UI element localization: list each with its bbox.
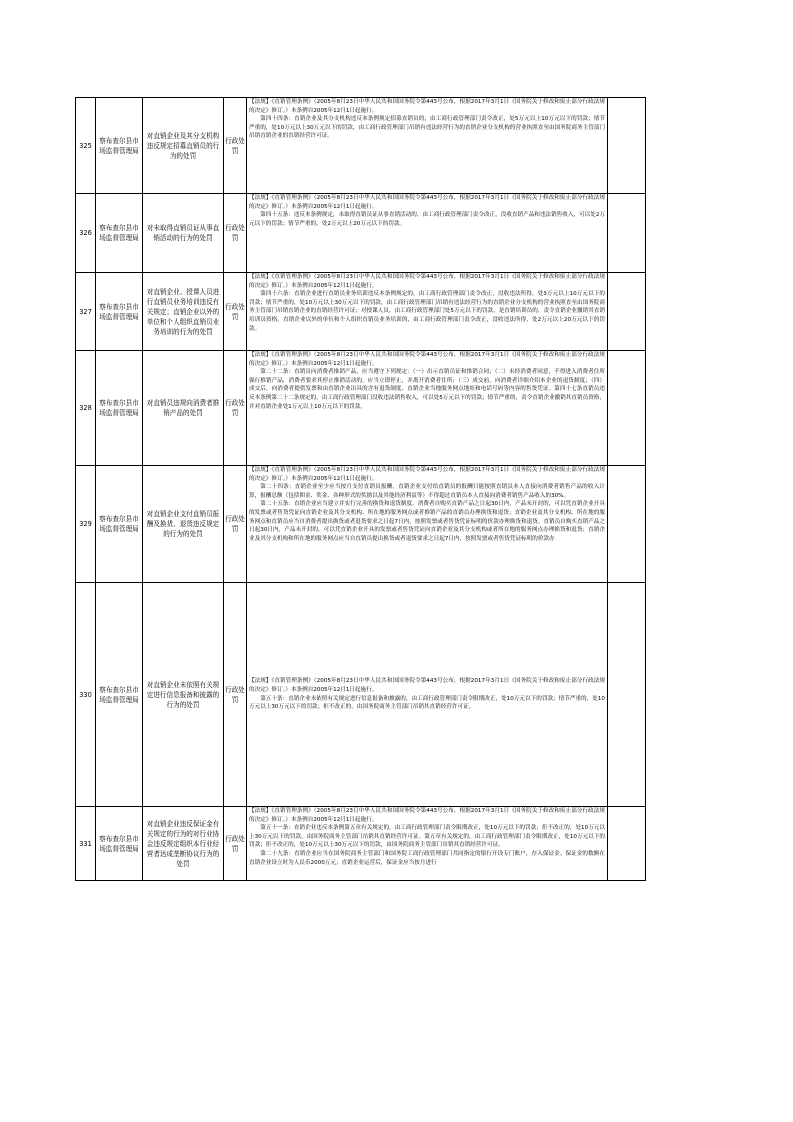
- legal-clause: 第二十五条：直销企业应当建立并实行完善的换货和退货制度。消费者自购买直销产品之日起30日内，产品未开封的，可以凭直销企业开具的发票或者售货凭证向直销企业及其分支机构、所在地的服务网点或者推销产品的直销员办理换货和退货；直销企业及其分支机构、所在地的服务网点和直销员应当自消费者提出换货或者退货要求之日起7日内，按照发票或者售货凭证标明的价款办理换货和退货。直销员自购买直销产品之日起30日内，产品未开封的，可以凭直销企业开具的发票或者售货凭证向直销企业及其分支机构或者所在地的服务网点办理换货和退货；直销企业及其分支机构和所在地的服务网点应当自直销员提出换货或者退货要求之日起7日内，按照发票或者售货凭证标明的价款办: [249, 501, 605, 542]
- penalty-item-name: 对直销企业支付直销员报酬及换货、退货违反规定的行为的处罚: [143, 466, 224, 583]
- row-number: 325: [76, 98, 96, 194]
- row-number: 330: [76, 583, 96, 807]
- penalty-table: [75, 97, 646, 881]
- row-number: 329: [76, 466, 96, 583]
- legal-basis: [247, 466, 608, 583]
- legal-basis-text: [249, 351, 605, 411]
- legal-basis: [247, 583, 608, 807]
- legal-clause: 第二十四条：直销企业至少应当按月支付直销员报酬。直销企业支付给直销员的报酬只能按照直销员本人直接向消费者销售产品的收入计算，报酬总额（包括佣金、奖金、各种形式的奖励以及其他经济利益等）不得超过直销员本人直接向消费者销售产品收入的30%。: [249, 484, 605, 499]
- legal-basis: [247, 351, 608, 466]
- table-row: [76, 583, 646, 807]
- legal-clause: 【法规】《直销管理条例》（2005年8月23日中华人民共和国国务院令第443号公布，根据2017年3月1日《国务院关于修改和废止部分行政法规的决定》修订。）本条例自2005年12月1日起施行。: [249, 274, 605, 289]
- legal-clause: 第四十六条：直销企业进行直销员业务培训违反本条例规定的，由工商行政管理部门责令改正，没收违法所得，处3万元以上10万元以下的罚款；情节严重的，处10万元以上30万元以下的罚款，由工商行政管理部门吊销有违法经营行为的直销企业分支机构的营业执照直至由国务院商务主管部门吊销直销企业的直销经营许可证；对授课人员，由工商行政管理部门处5万元以下的罚款，是直销培训员的，责令直销企业撤销其直销培训员资格。直销企业以外的单位和个人组织直销员业务培训的，由工商行政管理部门责令改正，没收违法所得，处2万元以上20万元以下的罚款。: [249, 291, 605, 332]
- penalty-item-name: 对直销员违规向消费者推销产品的处罚: [143, 351, 224, 466]
- table-row: [76, 351, 646, 466]
- enforcement-agency: 察布查尔县市场监督管理局: [96, 194, 143, 273]
- penalty-item-name: 对未取得直销员证从事直销活动的行为的处罚: [143, 194, 224, 273]
- row-number: 326: [76, 194, 96, 273]
- legal-clause: 【法规】《直销管理条例》（2005年8月23日中华人民共和国国务院令第443号公布，根据2017年3月1日《国务院关于修改和废止部分行政法规的决定》修订。）本条例自2005年12月1日起施行。: [249, 195, 605, 210]
- legal-clause: 【法规】《直销管理条例》（2005年8月23日中华人民共和国国务院令第443号公布，根据2017年3月1日《国务院关于修改和废止部分行政法规的决定》修订。）本条例自2005年12月1日起施行。: [249, 678, 605, 693]
- power-type: 行政处罚: [224, 807, 247, 881]
- penalty-item-name: 对直销企业、授课人员进行直销员业务培训违反有关规定；直销企业以外的单位和个人组织直销员业务培训的行为的处罚: [143, 273, 224, 351]
- table-row: [76, 807, 646, 881]
- table-row: [76, 273, 646, 351]
- penalty-item-name: 对直销企业及其分支机构违反规定招募直销员的行为的处罚: [143, 98, 224, 194]
- legal-basis-text: [249, 194, 605, 228]
- legal-basis: [247, 807, 608, 881]
- remarks-cell: [608, 807, 646, 881]
- penalty-item-name: 对直销企业未依照有关规定进行信息报备和披露的行为的处罚: [143, 583, 224, 807]
- table-row: [76, 194, 646, 273]
- remarks-cell: [608, 194, 646, 273]
- legal-basis-text: [249, 273, 605, 333]
- legal-basis: [247, 273, 608, 351]
- legal-clause: 【法规】《直销管理条例》（2005年8月23日中华人民共和国国务院令第443号公布，根据2017年3月1日《国务院关于修改和废止部分行政法规的决定》修订。）本条例自2005年12月1日起施行。: [249, 352, 605, 367]
- legal-clause: 第二十二条：直销员向消费者推销产品，应当遵守下列规定：（一）出示直销员证和推销合同；（二）未经消费者同意，不得进入消费者住所强行推销产品，消费者要求其停止推销活动的，应当立即停止，并离开消费者住所；（三）成交前，向消费者详细介绍本企业的退货制度；（四）成交后，向消费者提供发票和由直销企业出具的含有退货制度、直销企业当地服务网点地址和电话号码等内容的售货凭证。第四十七条直销员违反本条例第二十二条规定的，由工商行政管理部门没收违法销售收入，可以处5万元以下的罚款；情节严重的，责令直销企业撤销其直销员资格，并对直销企业处1万元以上10万元以下的罚款。: [249, 369, 605, 410]
- remarks-cell: [608, 583, 646, 807]
- legal-clause: 第四十四条：直销企业及其分支机构违反本条例规定招募直销员的，由工商行政管理部门责令改正，处5万元以上10万元以下的罚款；情节严重的，处10万元以上30万元以下的罚款，由工商行政管理部门吊销有违法经营行为的直销企业分支机构的营业执照直至由国务院商务主管部门吊销直销企业的直销经营许可证。: [249, 116, 605, 140]
- power-type: 行政处罚: [224, 583, 247, 807]
- legal-clause: 【法规】《直销管理条例》（2005年8月23日中华人民共和国国务院令第443号公布，根据2017年3月1日《国务院关于修改和废止部分行政法规的决定》修订。）本条例自2005年12月1日起施行。: [249, 467, 605, 482]
- legal-clause: 【法规】《直销管理条例》（2005年8月23日中华人民共和国国务院令第443号公布，根据2017年3月1日《国务院关于修改和废止部分行政法规的决定》修订。）本条例自2005年12月1日起施行。: [249, 808, 605, 823]
- power-type: 行政处罚: [224, 273, 247, 351]
- enforcement-agency: 察布查尔县市场监督管理局: [96, 351, 143, 466]
- legal-clause: 第四十五条：违反本条例规定，未取得直销员证从事直销活动的，由工商行政管理部门责令改正，没收直销产品和违法销售收入，可以处2万元以下的罚款；情节严重的，处2万元以上20万元以下的罚款。: [249, 212, 605, 227]
- legal-basis-text: [249, 807, 605, 867]
- legal-basis: [247, 194, 608, 273]
- row-number: 328: [76, 351, 96, 466]
- remarks-cell: [608, 273, 646, 351]
- power-type: 行政处罚: [224, 466, 247, 583]
- enforcement-agency: 察布查尔县市场监督管理局: [96, 273, 143, 351]
- remarks-cell: [608, 98, 646, 194]
- row-number: 331: [76, 807, 96, 881]
- enforcement-agency: 察布查尔县市场监督管理局: [96, 466, 143, 583]
- legal-basis: [247, 98, 608, 194]
- remarks-cell: [608, 351, 646, 466]
- penalty-item-name: 对直销企业违反保证金有关规定的行为的对行业协会违反规定组织本行业经营者达成垄断协议行为的处罚: [143, 807, 224, 881]
- regulation-sheet: [75, 97, 633, 881]
- enforcement-agency: 察布查尔县市场监督管理局: [96, 98, 143, 194]
- legal-basis-text: [249, 677, 605, 711]
- legal-clause: 第二十九条：直销企业应当在国务院商务主管部门和国务院工商行政管理部门共同指定的银行开设专门账户，存入保证金。保证金的数额在直销企业设立时为人民币2000万元；直销企业运营后，保证金应当按月进行: [249, 850, 605, 866]
- power-type: 行政处罚: [224, 351, 247, 466]
- legal-clause: 第五十条：直销企业未依照有关规定进行信息报备和披露的，由工商行政管理部门责令限期改正，处10万元以下的罚款；情节严重的，处10万元以上30万元以下的罚款；拒不改正的，由国务院商务主管部门吊销其直销经营许可证。: [249, 695, 605, 711]
- power-type: 行政处罚: [224, 98, 247, 194]
- enforcement-agency: 察布查尔县市场监督管理局: [96, 807, 143, 881]
- row-number: 327: [76, 273, 96, 351]
- legal-basis-text: [249, 98, 605, 141]
- table-row: [76, 98, 646, 194]
- enforcement-agency: 察布查尔县市场监督管理局: [96, 583, 143, 807]
- table-row: [76, 466, 646, 583]
- remarks-cell: [608, 466, 646, 583]
- legal-clause: 第五十一条：直销企业违反本条例第五章有关规定的，由工商行政管理部门责令限期改正，处10万元以下的罚款；拒不改正的，处10万元以上30万元以下的罚款，由国务院商务主管部门吊销其直销经营许可证。第五章有关规定的，由工商行政管理部门责令限期改正，处10万元以下的罚款；拒不改正的，处10万元以上30万元以下的罚款，由国务院商务主管部门吊销其直销经营许可证。: [249, 825, 605, 849]
- legal-clause: 【法规】《直销管理条例》（2005年8月23日中华人民共和国国务院令第443号公布，根据2017年3月1日《国务院关于修改和废止部分行政法规的决定》修订。）本条例自2005年12月1日起施行。: [249, 99, 605, 114]
- power-type: 行政处罚: [224, 194, 247, 273]
- legal-basis-text: [249, 466, 605, 543]
